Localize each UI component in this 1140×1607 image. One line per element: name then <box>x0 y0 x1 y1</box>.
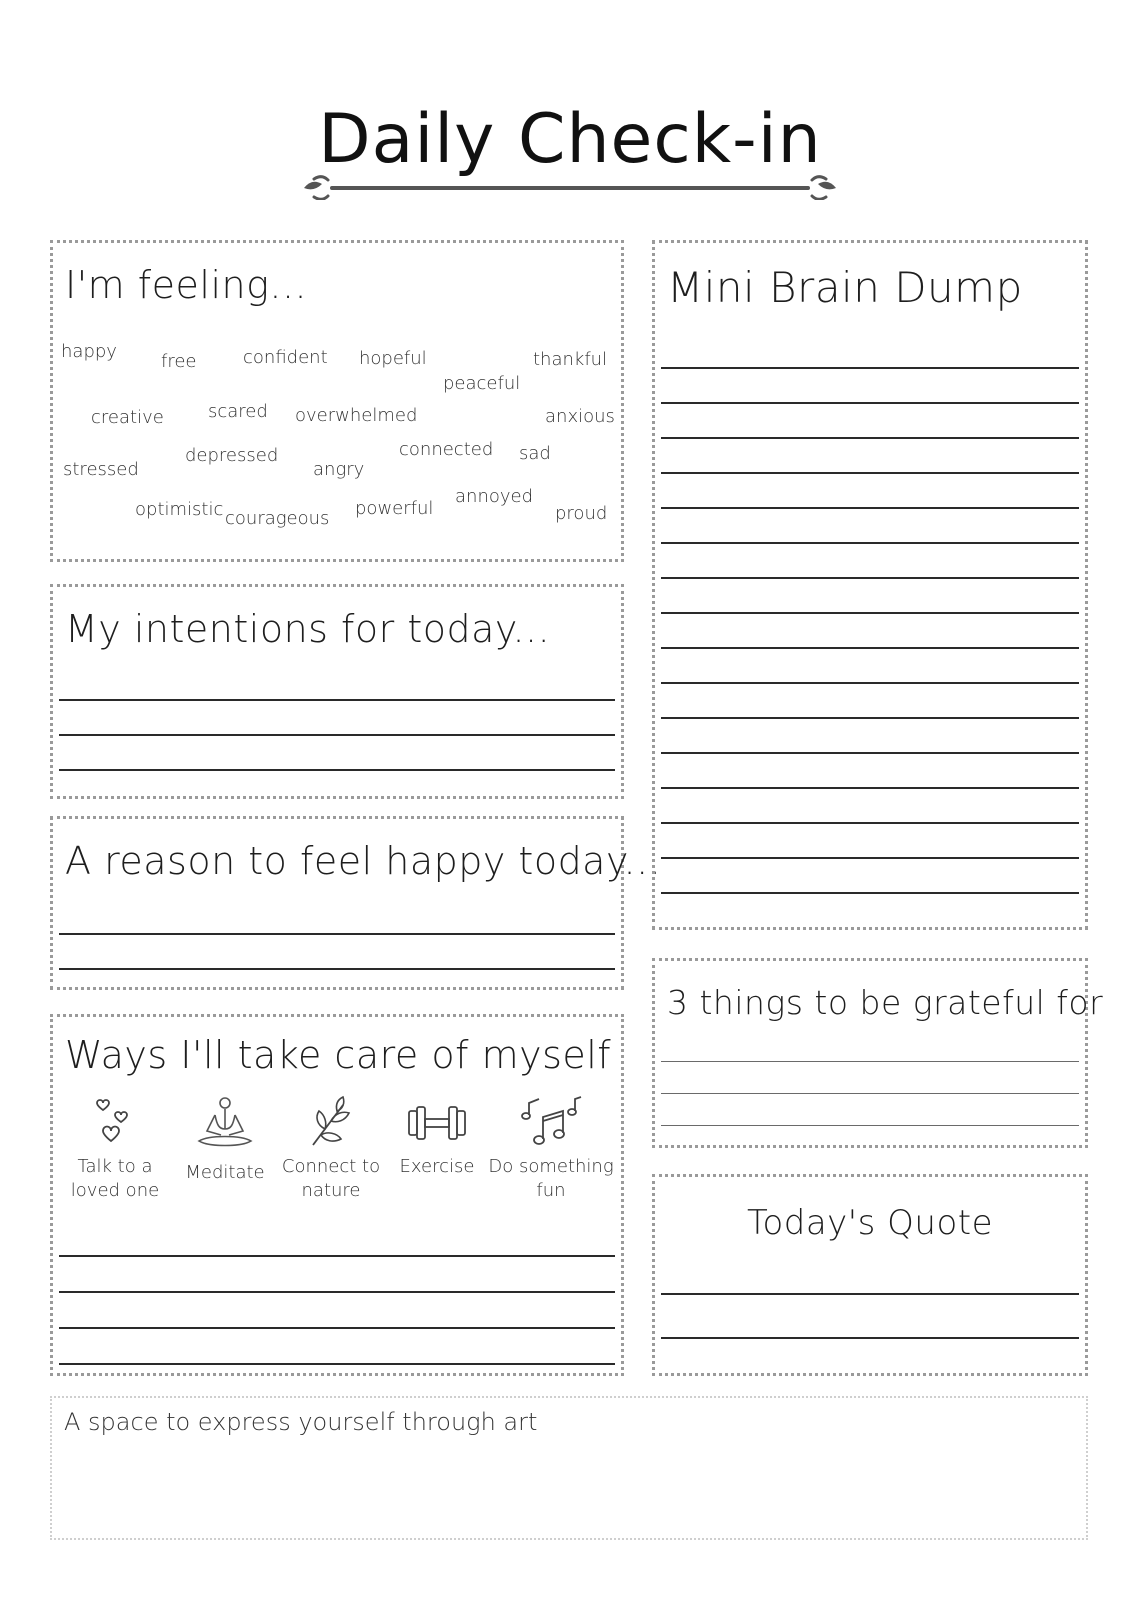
quote-heading: Today's Quote <box>746 1203 994 1243</box>
brain-dump-line-6[interactable] <box>661 542 1079 544</box>
brain-dump-line-10[interactable] <box>661 682 1079 684</box>
title-divider-ornament <box>300 170 840 200</box>
selfcare-label-exercise: Exercise <box>399 1156 475 1177</box>
feeling-word-creative[interactable]: creative <box>91 407 164 428</box>
feeling-word-free[interactable]: free <box>161 351 197 372</box>
leaf-icon <box>303 1095 359 1151</box>
selfcare-box <box>50 1014 624 1376</box>
dumbbell-icon <box>405 1095 469 1151</box>
hearts-icon <box>93 1095 137 1151</box>
feeling-word-powerful[interactable]: powerful <box>355 498 434 519</box>
feeling-word-connected[interactable]: connected <box>399 439 494 460</box>
grateful-heading: 3 things to be grateful for <box>667 983 1104 1022</box>
brain-dump-line-4[interactable] <box>661 472 1079 474</box>
selfcare-line-4[interactable] <box>59 1363 615 1365</box>
feeling-word-proud[interactable]: proud <box>555 503 608 524</box>
grateful-line-1[interactable] <box>661 1061 1079 1062</box>
grateful-line-2[interactable] <box>661 1093 1079 1094</box>
feeling-word-depressed[interactable]: depressed <box>185 445 279 466</box>
selfcare-item-fun[interactable] <box>481 1095 621 1203</box>
brain-dump-line-11[interactable] <box>661 717 1079 719</box>
selfcare-heading: Ways I'll take care of myself <box>65 1033 612 1077</box>
happy-reason-heading: A reason to feel happy today... <box>65 839 662 883</box>
selfcare-label-talk-2: loved one <box>70 1180 160 1201</box>
feeling-word-sad[interactable]: sad <box>519 443 551 464</box>
grateful-line-3[interactable] <box>661 1125 1079 1126</box>
feeling-word-happy[interactable]: happy <box>61 341 117 362</box>
brain-dump-line-15[interactable] <box>661 857 1079 859</box>
feeling-word-thankful[interactable]: thankful <box>533 349 608 370</box>
selfcare-item-nature[interactable] <box>271 1095 391 1203</box>
brain-dump-line-7[interactable] <box>661 577 1079 579</box>
brain-dump-line-8[interactable] <box>661 612 1079 614</box>
selfcare-item-exercise[interactable] <box>377 1095 497 1179</box>
feeling-heading: I'm feeling... <box>65 263 308 307</box>
feeling-word-optimistic[interactable]: optimistic <box>135 499 224 520</box>
brain-dump-line-2[interactable] <box>661 402 1079 404</box>
brain-dump-line-14[interactable] <box>661 822 1079 824</box>
feeling-word-anxious[interactable]: anxious <box>545 406 615 427</box>
feeling-word-hopeful[interactable]: hopeful <box>359 348 427 369</box>
intentions-box <box>50 584 624 799</box>
art-space-label: A space to express yourself through art <box>64 1408 538 1436</box>
feeling-word-overwhelmed[interactable]: overwhelmed <box>295 405 418 426</box>
intentions-heading: My intentions for today... <box>65 607 551 651</box>
art-space-box[interactable] <box>50 1396 1088 1540</box>
selfcare-item-talk[interactable] <box>55 1095 175 1203</box>
feeling-word-stressed[interactable]: stressed <box>63 459 139 480</box>
intentions-line-3[interactable] <box>59 769 615 771</box>
brain-dump-heading: Mini Brain Dump <box>667 263 1023 312</box>
intentions-line-2[interactable] <box>59 734 615 736</box>
feeling-box <box>50 240 624 562</box>
happy-reason-line-1[interactable] <box>59 933 615 935</box>
music-notes-icon <box>519 1095 583 1151</box>
selfcare-line-1[interactable] <box>59 1255 615 1257</box>
feeling-word-scared[interactable]: scared <box>208 401 268 422</box>
quote-box <box>652 1174 1088 1376</box>
feeling-word-courageous[interactable]: courageous <box>225 508 330 529</box>
brain-dump-box <box>652 240 1088 930</box>
quote-line-2[interactable] <box>661 1337 1079 1339</box>
brain-dump-line-3[interactable] <box>661 437 1079 439</box>
brain-dump-line-13[interactable] <box>661 787 1079 789</box>
selfcare-label-fun-1: Do something <box>488 1156 614 1177</box>
feeling-word-confident[interactable]: confident <box>243 347 328 368</box>
page-title: Daily Check-in <box>318 100 822 179</box>
selfcare-line-2[interactable] <box>59 1291 615 1293</box>
selfcare-label-talk-1: Talk to a <box>77 1156 153 1177</box>
brain-dump-line-1[interactable] <box>661 367 1079 369</box>
selfcare-item-meditate[interactable] <box>165 1095 285 1185</box>
happy-reason-line-2[interactable] <box>59 968 615 970</box>
selfcare-line-3[interactable] <box>59 1327 615 1329</box>
meditation-icon <box>193 1095 257 1157</box>
happy-reason-box <box>50 816 662 990</box>
brain-dump-line-5[interactable] <box>661 507 1079 509</box>
quote-line-1[interactable] <box>661 1293 1079 1295</box>
brain-dump-line-12[interactable] <box>661 752 1079 754</box>
feeling-word-angry[interactable]: angry <box>313 459 365 480</box>
feeling-word-peaceful[interactable]: peaceful <box>443 373 521 394</box>
selfcare-label-meditate: Meditate <box>185 1162 265 1183</box>
selfcare-label-nature-1: Connect to <box>281 1156 381 1177</box>
feeling-word-annoyed[interactable]: annoyed <box>455 486 534 507</box>
selfcare-label-nature-2: nature <box>301 1180 361 1201</box>
grateful-box <box>652 958 1104 1148</box>
brain-dump-line-9[interactable] <box>661 647 1079 649</box>
selfcare-label-fun-2: fun <box>536 1180 566 1201</box>
brain-dump-line-16[interactable] <box>661 892 1079 894</box>
intentions-line-1[interactable] <box>59 699 615 701</box>
